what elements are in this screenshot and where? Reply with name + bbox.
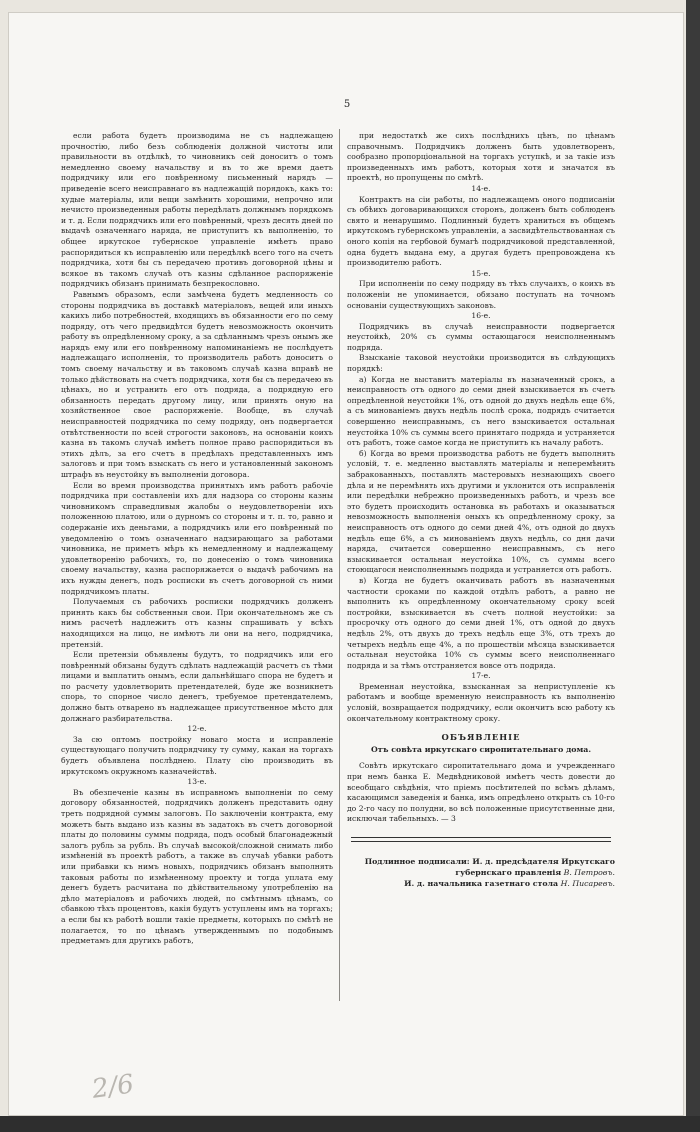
- left-paragraph: Получаемыя съ рабочихъ росписки подрядчикъ долженъ принять какъ бы собственныя свои. При окончательномъ же съ нимъ расчетѣ надлежитъ отъ казны спрашивать у всѣхъ находящихся на лицо, не имѣютъ ли они на него, подрядчика, претензій.: [61, 597, 333, 649]
- right-column: [347, 131, 615, 889]
- signature-line-2: [347, 878, 615, 889]
- newspaper-page: [8, 12, 684, 1116]
- signature-line-1: [347, 856, 615, 878]
- handwritten-mark: 2/6: [90, 1069, 136, 1105]
- section-heading-16: 16-е.: [471, 311, 491, 321]
- right-paragraph: При исполненіи по сему подряду въ тѣхъ случаяхъ, о коихъ въ положеніи не упоминается, обязано поступать на точномъ основаніи существующихъ законовъ.: [347, 279, 615, 310]
- signature-line-1-text: Подлинное подписали: И. д. предсѣдателя Иркутскаго губернскаго правленія: [364, 857, 615, 877]
- right-paragraph: Временная неустойка, взысканная за неприступленіе къ работамъ и вообще временную неисправность къ выполненію условій, возвращается подрядчику, если окончитъ всю работу къ окончательному контрактному сроку.: [347, 681, 615, 723]
- announcement-body: Совѣтъ иркутскаго сиропитательнаго дома и учрежденнаго при немъ банка Е. Медвѣдниковой имѣетъ честь довести до всеобщаго свѣдѣнія, что пріемъ посѣтителей по всѣмъ дѣламъ, касающимся заведенія и банка, имъ опредѣлено открыть съ 10-го до 2-го часу по полудни, во всѣ положенные присутственные дни, исключая табельныхъ. — 3: [347, 761, 615, 824]
- signature-name-2: Н. Писаревъ.: [560, 879, 615, 888]
- left-column: [61, 131, 333, 947]
- section-heading-15: 15-е.: [471, 268, 491, 278]
- left-paragraph: Въ обезпеченіе казны въ исправномъ выполненіи по сему договору обязанностей, подрядчикъ долженъ представить одну треть подрядной суммы залоговъ. По заключеніи контракта, ему можетъ быть выдано изъ казны въ задатокъ въ счетъ договорной платы до половины суммы подряда, подъ особый благонадежный залогъ рубль за рубль. Въ случаѣ высокой/сложной снимать либо измѣненій въ проектѣ работъ, а также въ случаѣ убавки работъ или прибавки къ нимъ новыхъ, подрядчикъ обязанъ выполнять таковыя работы по измѣненному проекту и тогда уплата ему денегъ будетъ расчитана по дѣйствительному употребленію на дѣло матеріаловъ и рабочихъ людей, по смѣтнымъ цѣнамъ, со сбавкою тѣхъ процентовъ, какія будутъ уступлены имъ на торгахъ; а если бы къ работѣ вошли такіе предметы, которыхъ по смѣтѣ не полагается, то по цѣнамъ утвержденнымъ по подобнымъ предметамъ для другихъ работъ,: [61, 787, 333, 946]
- section-heading-13: 13-е.: [187, 777, 207, 787]
- section-heading-14: 14-е.: [471, 183, 491, 193]
- closing-rule: [351, 837, 611, 842]
- page-edge-bottom: [0, 1116, 700, 1132]
- left-paragraph: За сю оптомъ постройку новаго моста и исправленіе существующаго получить подрядчику ту сумму, какая на торгахъ будетъ объявлена послѣднею. Плату сію производить въ иркутскомъ окружномъ казначействѣ.: [61, 734, 333, 776]
- left-paragraph: Если претензіи объявлены будутъ, то подрядчикъ или его повѣренный обязаны будутъ сдѣлать надлежащій расчетъ съ тѣми лицами и выплатить онымъ, если дальнѣйшаго спора не будетъ и по расчету удовлетворить претендателей, буде же возникнетъ спорь, то спорное число денегъ, требуемое претендателемъ, должно быть отварено въ надлежащее присутственное мѣсто для должнаго разбирательства.: [61, 650, 333, 723]
- announcement-title: ОБЪЯВЛЕНІЕ: [441, 732, 521, 743]
- right-paragraph: а) Когда не выставитъ матеріалы въ назначенный срокъ, а неисправность отъ одного до семи дней взыскивается въ счетъ опредѣленной неустойки 1%, отъ одной до двухъ недѣль еще 6%, а съ минованіемъ двухъ недѣль послѣ срока, подрядъ считается совершенно неисправнымъ, съ него взыскивается остальная неустойка 10% съ суммы всего принятаго подряда и устраняется отъ работъ, тоже самое когда не приступитъ къ началу работъ.: [347, 374, 615, 448]
- right-paragraph: Контрактъ на сіи работы, по надлежащемъ оного подписаніи съ обѣихъ договаривающихся сторонъ, долженъ быть соблюденъ свято и ненарушимо. Подлинный будетъ храниться въ общемъ иркутскомъ губернскомъ управленіи, а засвидѣтельствованная съ оного копія на гербовой бумагѣ подрядчиковой представленной, одна будетъ выдана ему, а другая будетъ препровождена къ производителю работъ.: [347, 194, 615, 268]
- right-paragraph: б) Когда во время производства работъ не будетъ выполнять условій, т. е. медленно выставлять матеріалы и неперемѣнять забракованныхъ, поставлять мастеровыхъ незнающихъ своего дѣла и не перемѣнять ихъ другими и уклонится отъ исправленія или передѣлки небрежно произведенныхъ работъ, и чрезъ все это будетъ происходить остановка въ работахъ и оказываться невозможность выполненія оныхъ къ опредѣленному сроку, за неисправность отъ одного до семи дней 4%, отъ одной до двухъ недѣль еще 6%, а съ минованіемъ двухъ недѣль, со дня дачи наряда, считается совершенно неисправнымъ, съ него взыскивается остальная неустойка 10%, съ суммы всего стоющагося неисполненнымъ подряда и устраняется отъ работъ.: [347, 448, 615, 575]
- left-paragraph: если работа будетъ производима не съ надлежащею прочностію, либо безъ соблюденія должной чистоты или правильности въ отдѣлкѣ, то чиновникъ сей доноситъ о томъ немедленно своему начальству и въ то же время даетъ подрядчику или его повѣренному письменный нарядъ — приведеніе всего неисправнаго въ надлежащій порядокъ, какъ то: худые матеріалы, или вещи замѣнить хорошими, непрочно или нечисто произведенныя работы передѣлать должнымъ порядкомъ и т. д. Если подрядчикъ или его повѣренный, чрезъ десять дней по выдачѣ означеннаго наряда, не приступитъ къ выполненію, то общее иркутское губернское управленіе имѣетъ право распорядиться къ исправленію или передѣлкѣ всего того на счетъ подрядчика, хотя бы съ передачею противъ договорной цѣны и всякое въ такомъ случаѣ отъ казны сдѣланное распоряженіе подрядчикъ обязанъ принимать безпрекословно.: [61, 131, 333, 289]
- page-edge-right: [686, 0, 700, 1132]
- left-paragraph: Равнымъ образомъ, если замѣчена будетъ медленность со стороны подрядчика въ доставкѣ матеріаловъ, вещей или иныхъ какихъ либо потребностей, входящихъ въ обязанности его по сему подряду, отъ чего предвидѣтся будетъ невозможность окончить работу въ опредѣленному сроку, а за сдѣланнымъ чрезъ онымъ же нарядъ ему или его повѣренному напоминаніемъ не послѣдуетъ надлежащаго исполненія, то производитель работъ доноситъ о томъ своему начальству и въ таковомъ случаѣ казна вправѣ не только дѣйствовать на счетъ подрядчика, хотя бы съ передачею въ цѣнахъ, но и устранить его отъ подряда, а подрядную его обязанность передать другому лицу, или принять оную на хозяйственное свое распоряженіе. Вообще, въ случаѣ неисправностей подрядчика по сему подряду, онъ подвергается отвѣтственности по всей строгости законовъ, на основаніи коихъ казна въ такомъ случаѣ имѣетъ полное право распорядиться въ этихъ дѣлъ, за его счетъ в предѣлахъ представленныхъ имъ залоговъ и при томъ взыскать съ него и установленный закономъ штрафъ въ неустойку въ выполненіи договора.: [61, 289, 333, 479]
- signature-line-2-text: И. д. начальника газетнаго стола: [404, 879, 559, 888]
- right-paragraph: Взысканіе таковой неустойки производится въ слѣдующихъ порядкѣ:: [347, 353, 615, 374]
- right-paragraph: в) Когда не будетъ оканчивать работъ въ назначенныя частности сроками по каждой отдѣлъ работъ, а равно не выполнить къ опредѣленному окончательному сроку всей постройки, взыскивается въ счетъ полной неустойки: за просрочку отъ одного до семи дней 1%, отъ одной до двухъ недѣль 2%, отъ двухъ до трехъ недѣль еще 3%, отъ трехъ до четырехъ недѣль еще 4%, а по прошествіи мѣсяца взыскивается остальная неустойка 10% съ суммы всего неисполненнаго подряда и за тѣмъ отстраняется вовсе отъ подряда.: [347, 575, 615, 670]
- column-divider: [339, 129, 340, 1001]
- right-paragraph: при недостаткѣ же сихъ послѣднихъ цѣнъ, по цѣнамъ справочнымъ. Подрядчикъ долженъ быть удовлетворенъ, сообразно пропорціональной на торгахъ уступкѣ, и за такіе изъ произведенныхъ имъ работъ, которыя хотя и значатся въ проектѣ, но пропущены по смѣтѣ.: [347, 131, 615, 183]
- announcement-subtitle: Отъ совѣта иркутскаго сиропитательнаго дома.: [370, 744, 592, 754]
- section-heading-17: 17-е.: [471, 671, 491, 681]
- signature-name-1: В. Петровъ.: [563, 868, 615, 877]
- section-heading-12: 12-е.: [187, 724, 207, 734]
- right-paragraph: Подрядчикъ въ случаѣ неисправности подвергается неустойкѣ, 20% съ суммы остающагося неисполненнымъ подряда.: [347, 321, 615, 352]
- signature-block: [347, 856, 615, 889]
- page-number: 5: [343, 99, 351, 110]
- left-paragraph: Если во время производства принятыхъ имъ работъ рабочіе подрядчика при составленіи ихъ для надзора со стороны казны чиновникомъ справедливыя жалобы о неудовлетвореніи ихъ положенною платою, или о дурномъ со стороны и т. п. то, равно и содержаніе ихъ деньгами, а подрядчикъ или его повѣренный по уведомленію о томъ означеннаго надзирающаго за работами чиновника, не приметъ мѣръ къ немедленному и надлежащему удовлетворенію рабочихъ, то, по донесенію о томъ чиновника своему начальству, казна распоряжается о выдачѣ рабочимъ на ихъ нужды денегъ, подъ росписки въ счетъ договорной съ ними подрядчикомъ платы.: [61, 480, 333, 596]
